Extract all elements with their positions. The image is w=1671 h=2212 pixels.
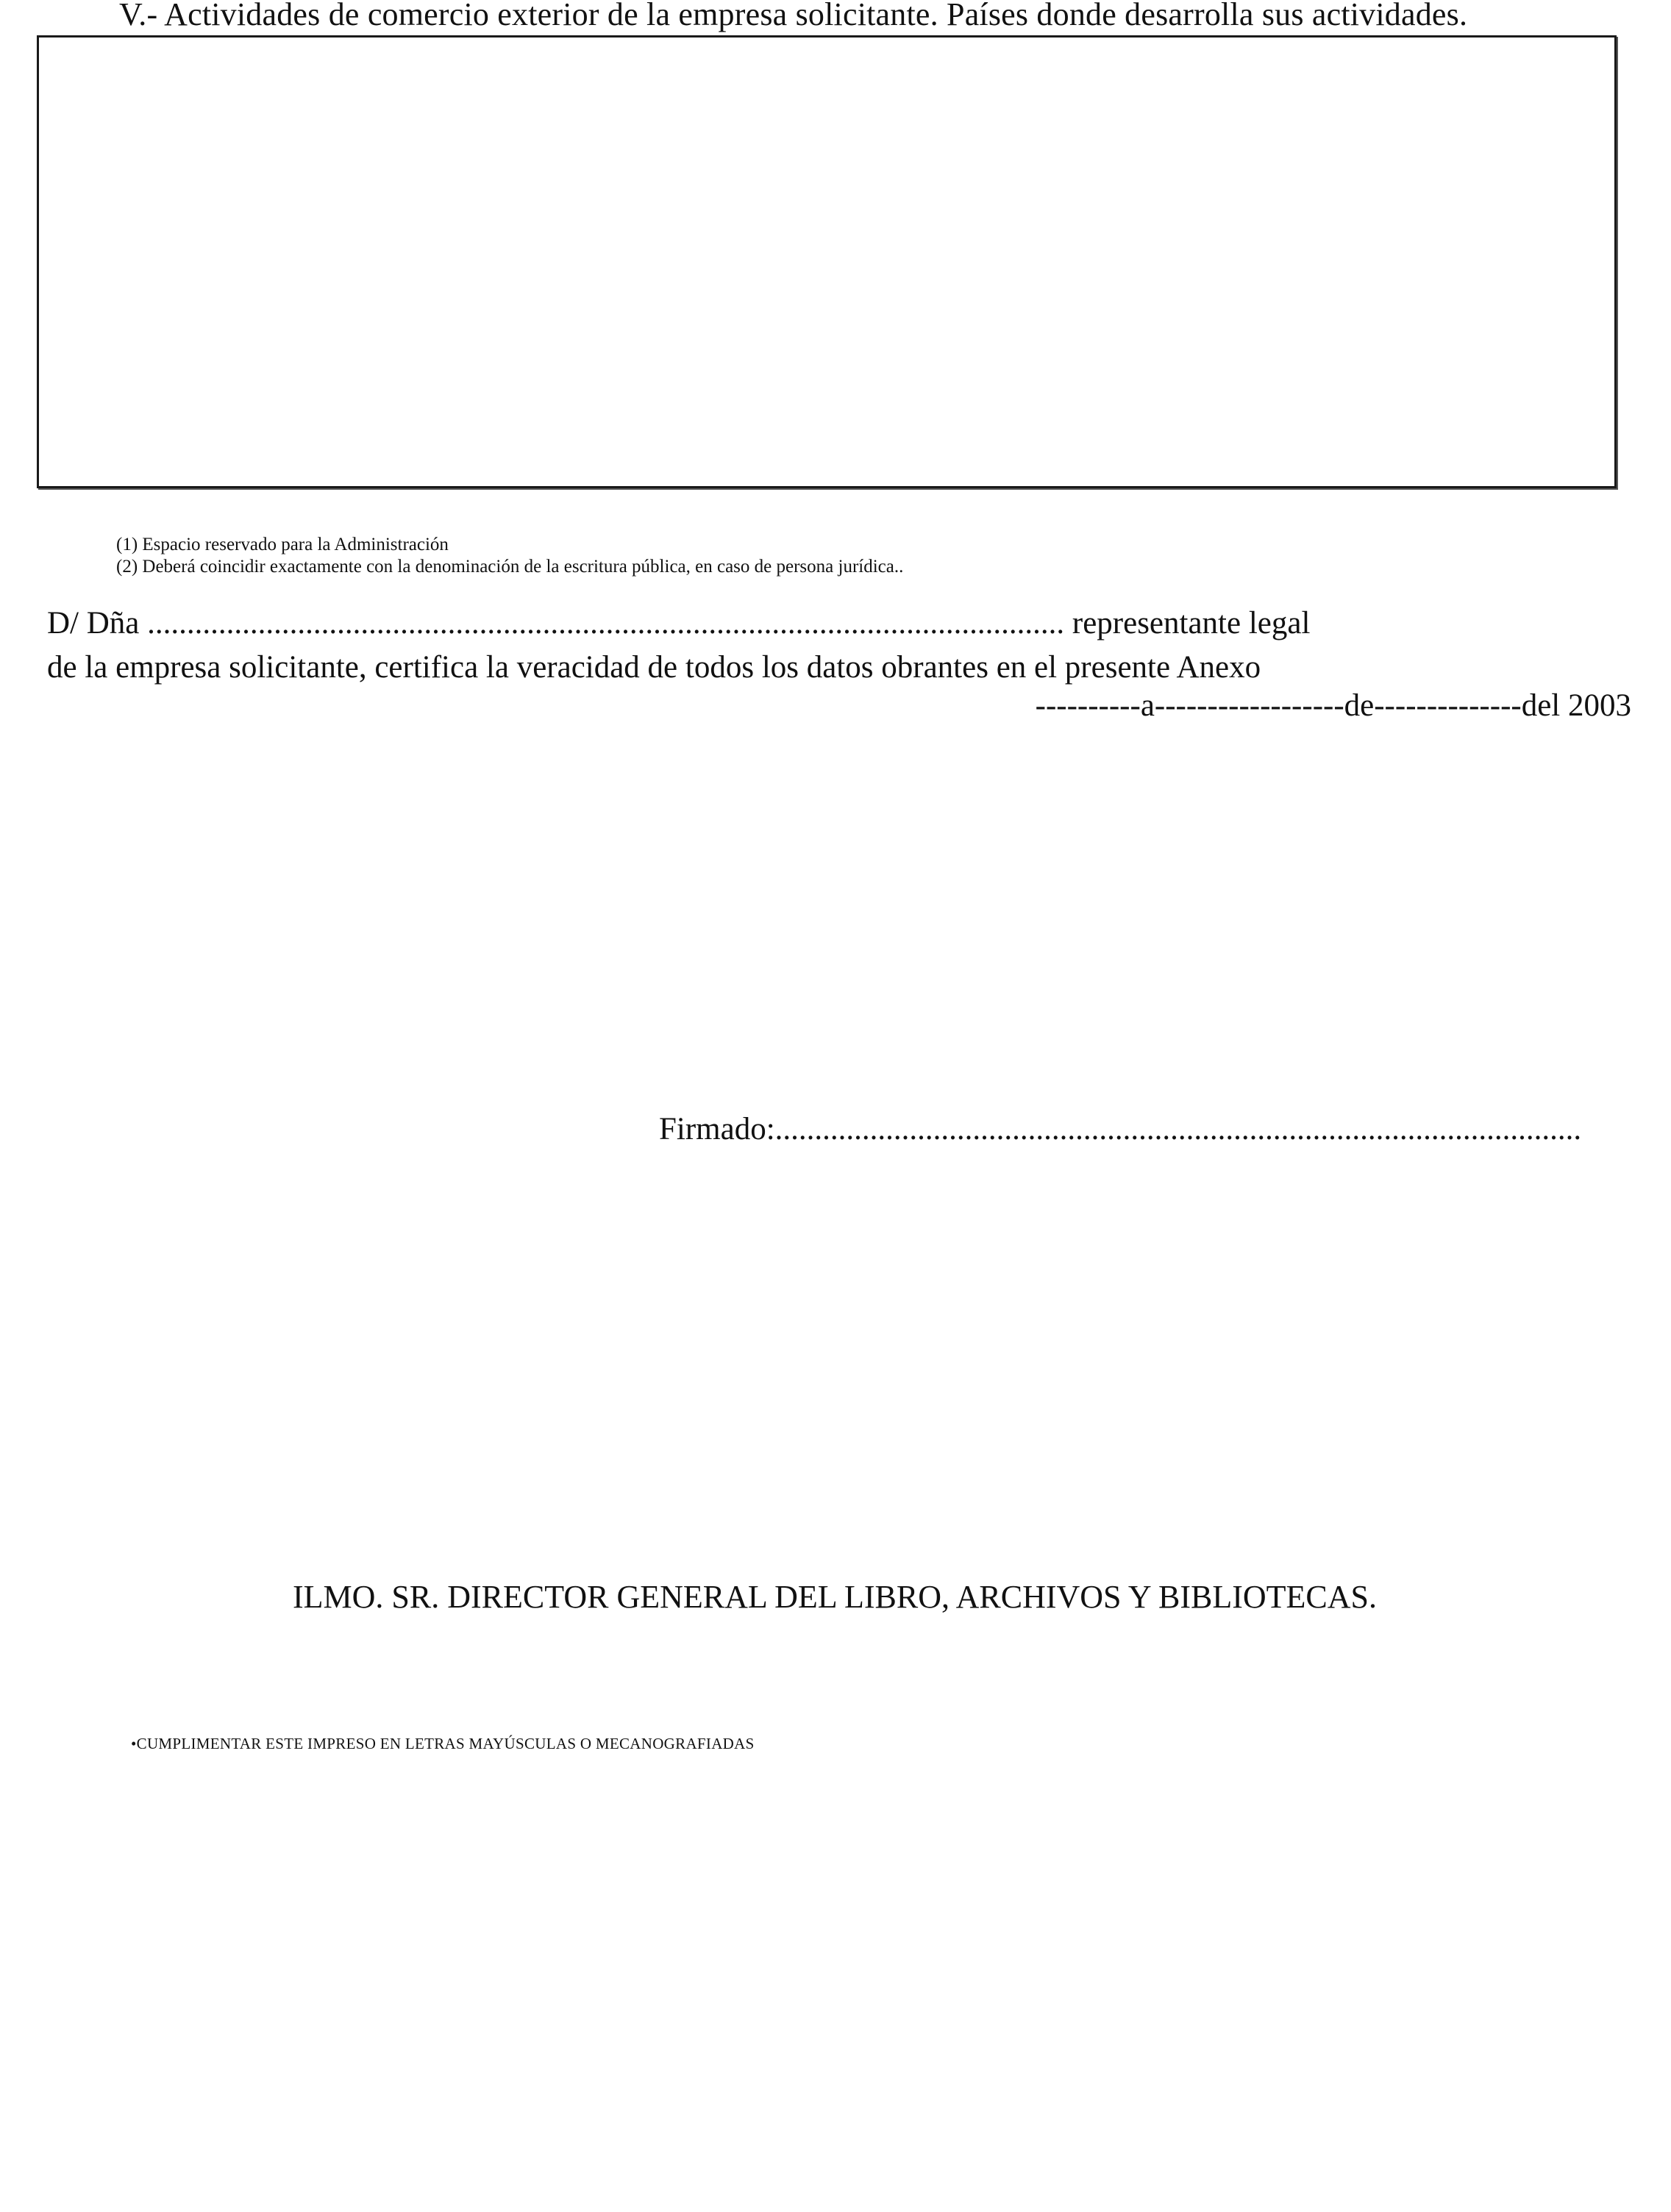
representative-label: representante legal [1064,606,1311,641]
footnotes [116,534,903,578]
section-v-title: V.- Actividades de comercio exterior de la empresa solicitante. Países donde desarrolla sus actividades. [119,0,1468,32]
representative-line [47,602,1310,646]
signature-line [659,1109,1581,1150]
form-instruction: •CUMPLIMENTAR ESTE IMPRESO EN LETRAS MAYÚSCULAS O MECANOGRAFIADAS [131,1735,755,1752]
name-prefix: D/ Dña [47,606,140,641]
footnote-2: (2) Deberá coincidir exactamente con la denominación de la escritura pública, en caso de persona jurídica.. [116,557,904,577]
signature-label: Firmado: [659,1112,775,1146]
representative-name-field[interactable]: .................................................................................................................... [147,606,1065,641]
signature-field[interactable]: ...................................................................................................... [774,1112,1582,1146]
place-date-field[interactable]: ----------a------------------de--------------del 2003 [1035,688,1631,723]
foreign-trade-activities-box[interactable] [37,35,1617,488]
addressee: ILMO. SR. DIRECTOR GENERAL DEL LIBRO, ARCHIVOS Y BIBLIOTECAS. [293,1579,1378,1615]
certification-statement [47,602,1310,690]
certification-text: de la empresa solicitante, certifica la veracidad de todos los datos obrantes en el presente Anexo [47,650,1261,685]
footnote-1: (1) Espacio reservado para la Administración [116,535,449,554]
